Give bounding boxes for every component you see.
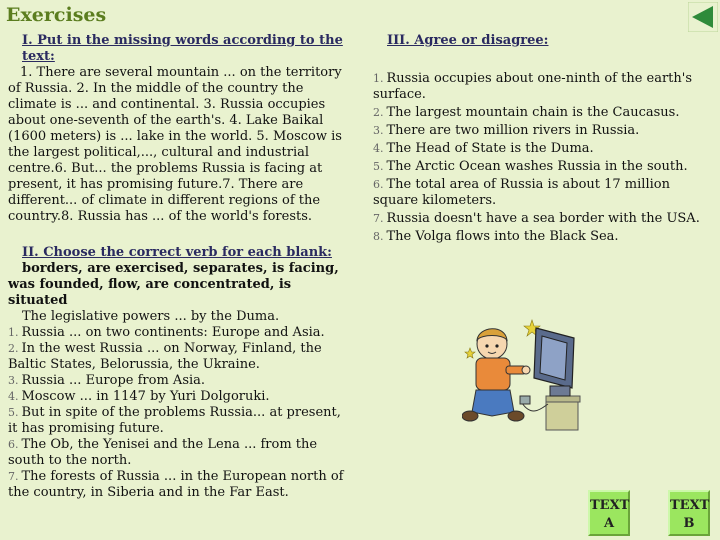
- item-number: 6.: [373, 178, 384, 191]
- item-text: The Volga flows into the Black Sea.: [386, 229, 619, 244]
- list-item: [373, 105, 718, 121]
- exercise-1: [8, 33, 348, 225]
- item-text: The largest mountain chain is the Caucasus.: [386, 105, 680, 120]
- text-a-button[interactable]: [588, 490, 630, 536]
- exercise-2-list: [8, 325, 346, 501]
- item-text: The Ob, the Yenisei and the Lena ... from the south to the north.: [8, 437, 318, 468]
- exercise-2-heading: II. Choose the correct verb for each blank:: [22, 245, 332, 260]
- list-item: [373, 211, 718, 227]
- item-number: 3.: [8, 374, 19, 387]
- exercise-2: [8, 245, 346, 501]
- list-item: [8, 341, 346, 373]
- list-item: [8, 389, 346, 405]
- item-text: Russia ... on two continents: Europe and Asia.: [21, 325, 325, 340]
- item-number: 1.: [8, 326, 19, 339]
- list-item: [373, 141, 718, 157]
- list-item: [8, 325, 346, 341]
- page-title: Exercises: [6, 4, 107, 26]
- list-item: [8, 405, 346, 437]
- text-a-button-label: TEXT: [590, 498, 630, 513]
- item-text: In the west Russia ... on Norway, Finland, the Baltic States, Belorussia, the Ukraine.: [8, 341, 322, 372]
- exercise-1-heading: I. Put in the missing words according to the text:: [22, 33, 343, 64]
- item-number: 4.: [8, 390, 19, 403]
- exercise-3: [373, 33, 718, 247]
- item-number: 7.: [373, 212, 384, 225]
- item-text: Russia occupies about one-ninth of the earth's surface.: [373, 71, 693, 102]
- list-item: [373, 71, 718, 103]
- list-item: [8, 373, 346, 389]
- item-number: 4.: [373, 142, 384, 155]
- list-item: [373, 159, 718, 175]
- list-item: [373, 177, 718, 209]
- text-b-button-label: TEXT: [670, 498, 710, 513]
- item-text: The forests of Russia ... in the European north of the country, in Siberia and in the Far East.: [8, 469, 344, 500]
- list-item: [8, 469, 346, 501]
- item-text: Russia doesn't have a sea border with the USA.: [386, 211, 700, 226]
- item-number: 3.: [373, 124, 384, 137]
- exercise-1-body: 1. There are several mountain ... on the territory of Russia. 2. In the middle of the country the climate is ... and continental. 3. Russia occupies about one-seventh of the earth's. 4. Lake Baikal (1600 meters) is ... lake in the world. 5. Moscow is the largest political,..., cultural and industrial centre.6. But... the problems Russia is facing at present, it has promising future.7. There are different... of climate in different regions of the country.8. Russia has ... of the world's forests.: [8, 65, 342, 224]
- list-item: [373, 123, 718, 139]
- item-text: The total area of Russia is about 17 million square kilometers.: [373, 177, 670, 208]
- exercise-2-intro: The legislative powers ... by the Duma.: [22, 309, 280, 324]
- back-arrow-icon[interactable]: [688, 2, 718, 32]
- exercise-2-verbs: borders, are exercised, separates, is facing, was founded, flow, are concentrated, is situated: [8, 261, 339, 308]
- item-text: Moscow ... in 1147 by Yuri Dolgoruki.: [21, 389, 270, 404]
- item-text: The Head of State is the Duma.: [386, 141, 594, 156]
- item-number: 6.: [8, 438, 19, 451]
- list-item: [373, 229, 718, 245]
- item-number: 2.: [8, 342, 19, 355]
- text-a-button-letter: A: [603, 516, 615, 531]
- boy-computer-illustration: [462, 308, 582, 438]
- exercise-3-heading: III. Agree or disagree:: [387, 33, 549, 48]
- item-text: Russia ... Europe from Asia.: [21, 373, 206, 388]
- item-text: The Arctic Ocean washes Russia in the south.: [386, 159, 688, 174]
- item-number: 7.: [8, 470, 19, 483]
- item-number: 8.: [373, 230, 384, 243]
- text-b-button[interactable]: [668, 490, 710, 536]
- item-number: 5.: [8, 406, 19, 419]
- item-text: There are two million rivers in Russia.: [386, 123, 640, 138]
- text-b-button-letter: B: [683, 516, 695, 531]
- item-number: 2.: [373, 106, 384, 119]
- list-item: [8, 437, 346, 469]
- item-number: 1.: [373, 72, 384, 85]
- item-text: But in spite of the problems Russia... at present, it has promising future.: [8, 405, 341, 436]
- item-number: 5.: [373, 160, 384, 173]
